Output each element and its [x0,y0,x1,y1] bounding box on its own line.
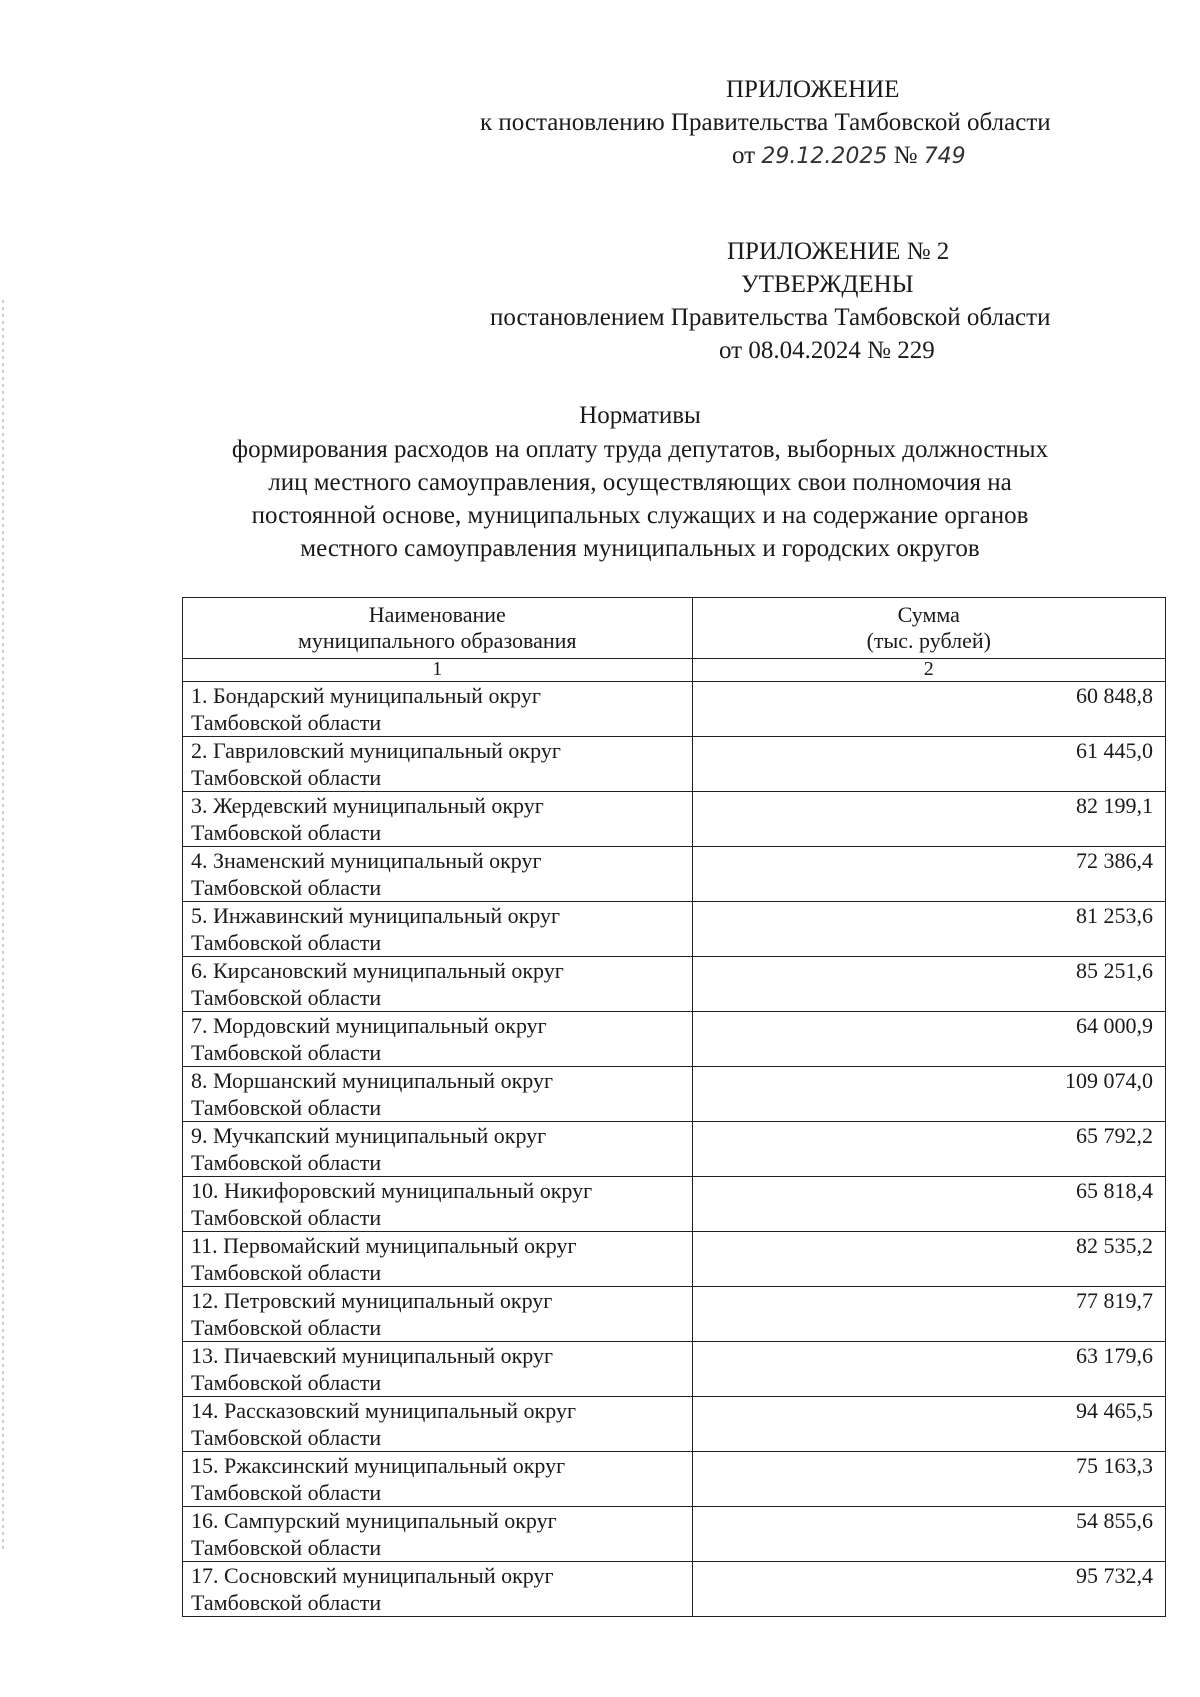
municipality-cell [183,1067,693,1122]
municipality-cell [183,792,693,847]
municipality-region: Тамбовской области [191,1535,382,1560]
municipality-cell [183,1287,693,1342]
municipality-region: Тамбовской области [191,820,382,845]
municipality-region: Тамбовской области [191,765,382,790]
amount-cell: 85 251,6 [692,957,1165,1012]
amount-cell: 61 445,0 [692,737,1165,792]
table-row [183,737,1166,792]
column-header-amount-line2: (тыс. рублей) [866,628,991,653]
municipality-name: 9. Мучкапский муниципальный округ [191,1123,547,1148]
annex1-date-line [732,141,966,172]
municipality-region: Тамбовской области [191,1590,382,1615]
municipality-region: Тамбовской области [191,875,382,900]
municipality-cell [183,1452,693,1507]
municipality-cell [183,902,693,957]
amount-cell: 82 199,1 [692,792,1165,847]
amount-cell: 65 818,4 [692,1177,1165,1232]
municipality-name: 12. Петровский муниципальный округ [191,1288,553,1313]
amount-cell: 94 465,5 [692,1397,1165,1452]
annex1-subtitle: к постановлению Правительства Тамбовской области [480,109,1051,136]
municipality-cell [183,1232,693,1287]
municipality-cell [183,1122,693,1177]
municipality-cell [183,1342,693,1397]
amount-cell: 75 163,3 [692,1452,1165,1507]
annex1-date-handwritten: 29.12.2025 [761,144,888,169]
municipality-cell [183,1012,693,1067]
municipality-cell [183,1507,693,1562]
column-header-name-line1: Наименование [368,602,506,627]
amount-cell: 54 855,6 [692,1507,1165,1562]
amount-cell: 64 000,9 [692,1012,1165,1067]
municipality-region: Тамбовской области [191,1150,382,1175]
table-row [183,1012,1166,1067]
column-header-amount-line1: Сумма [897,602,960,627]
column-header-name-line2: муниципального образования [297,628,577,653]
municipality-name: 13. Пичаевский муниципальный округ [191,1343,554,1368]
annex1-title: ПРИЛОЖЕНИЕ [726,76,900,103]
column-header-name [183,598,693,659]
table-row [183,1232,1166,1287]
amount-cell: 72 386,4 [692,847,1165,902]
table-row [183,1562,1166,1617]
annex1-no: № [893,142,918,169]
municipality-region: Тамбовской области [191,1260,382,1285]
municipality-name: 14. Рассказовский муниципальный округ [191,1398,576,1423]
amount-cell: 65 792,2 [692,1122,1165,1177]
table-row [183,1507,1166,1562]
norms-table [182,597,1166,1617]
municipality-region: Тамбовской области [191,1040,382,1065]
municipality-region: Тамбовской области [191,1095,382,1120]
municipality-name: 16. Сампурский муниципальный округ [191,1508,557,1533]
table-row [183,1287,1166,1342]
amount-cell: 81 253,6 [692,902,1165,957]
municipality-region: Тамбовской области [191,930,382,955]
table-row [183,847,1166,902]
municipality-name: 2. Гавриловский муниципальный округ [191,738,561,763]
municipality-name: 3. Жердевский муниципальный округ [191,793,544,818]
municipality-name: 4. Знаменский муниципальный округ [191,848,542,873]
amount-cell: 82 535,2 [692,1232,1165,1287]
document-title-line-1: формирования расходов на оплату труда депутатов, выборных должностных [231,436,1049,463]
table-row [183,792,1166,847]
municipality-region: Тамбовской области [191,985,382,1010]
column-index-1: 1 [183,659,693,682]
municipality-region: Тамбовской области [191,1315,382,1340]
municipality-name: 17. Сосновский муниципальный округ [191,1563,554,1588]
table-row [183,1067,1166,1122]
document-title-line-4: местного самоуправления муниципальных и городских округов [300,535,980,562]
municipality-cell [183,1562,693,1617]
scan-edge-artifact [2,300,4,1550]
municipality-name: 8. Моршанский муниципальный округ [191,1068,554,1093]
annex2-title: ПРИЛОЖЕНИЕ № 2 [727,238,950,265]
table-row [183,1452,1166,1507]
column-index-2: 2 [692,659,1165,682]
municipality-cell [183,1177,693,1232]
document-title: Нормативы [579,402,701,429]
municipality-cell [183,957,693,1012]
municipality-region: Тамбовской области [191,1480,382,1505]
table-row [183,902,1166,957]
municipality-cell [183,1397,693,1452]
annex2-by: постановлением Правительства Тамбовской области [490,304,1051,331]
amount-cell: 77 819,7 [692,1287,1165,1342]
document-title-line-2: лиц местного самоуправления, осуществляющих свои полномочия на [268,469,1012,496]
municipality-cell [183,737,693,792]
amount-cell: 109 074,0 [692,1067,1165,1122]
municipality-name: 6. Кирсановский муниципальный округ [191,958,564,983]
table-row [183,1342,1166,1397]
municipality-name: 7. Мордовский муниципальный округ [191,1013,547,1038]
table-row [183,957,1166,1012]
municipality-name: 11. Первомайский муниципальный округ [191,1233,577,1258]
municipality-region: Тамбовской области [191,1205,382,1230]
annex1-number-handwritten: 749 [923,144,966,169]
municipality-name: 1. Бондарский муниципальный округ [191,683,541,708]
municipality-region: Тамбовской области [191,1425,382,1450]
table-row [183,1122,1166,1177]
municipality-cell [183,847,693,902]
table-row [183,682,1166,737]
municipality-name: 5. Инжавинский муниципальный округ [191,903,561,928]
municipality-region: Тамбовской области [191,710,382,735]
table-row [183,1177,1166,1232]
annex2-date: от 08.04.2024 № 229 [719,337,935,364]
municipality-cell [183,682,693,737]
municipality-name: 10. Никифоровский муниципальный округ [191,1178,593,1203]
amount-cell: 95 732,4 [692,1562,1165,1617]
amount-cell: 63 179,6 [692,1342,1165,1397]
annex1-from: от [732,142,756,169]
amount-cell: 60 848,8 [692,682,1165,737]
table-row [183,1397,1166,1452]
column-header-amount [692,598,1165,659]
municipality-name: 15. Ржаксинский муниципальный округ [191,1453,566,1478]
document-title-line-3: постоянной основе, муниципальных служащих и на содержание органов [251,502,1029,529]
municipality-region: Тамбовской области [191,1370,382,1395]
annex2-approved: УТВЕРЖДЕНЫ [741,271,914,298]
